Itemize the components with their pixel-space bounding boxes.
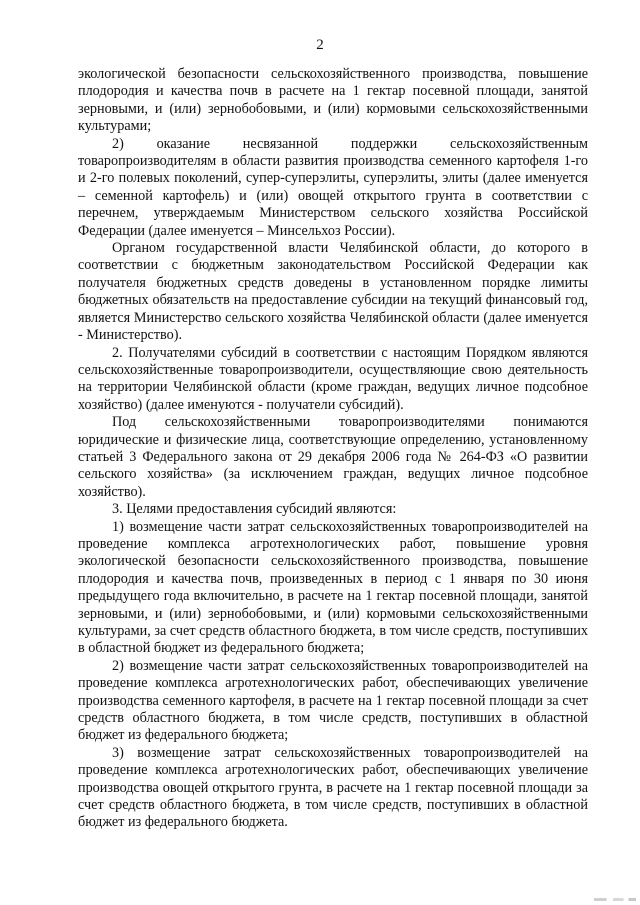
paragraph-goal-3: 3) возмещение затрат сельскохозяйственных товаропроизводителей на проведение комплекса агротехнологических работ, обеспечивающих увеличение производства овощей открытого грунта, в расчете на 1 гектар посевной площади за счет средств областного бюджета, в том числе средств, поступивших в областной бюджет из федерального бюджета.	[78, 744, 588, 831]
paragraph-state-authority: Органом государственной власти Челябинской области, до которого в соответствии с бюджетным законодательством Российской Федерации как получателя бюджетных средств доведены в установленном порядке лимиты бюджетных обязательств на предоставление субсидии на текущий финансовый год, является Министерство сельского хозяйства Челябинской области (далее именуется - Министерство).	[78, 240, 588, 344]
page-number: 2	[316, 37, 324, 53]
scan-artifact-mark	[594, 898, 636, 901]
paragraph-goal-2: 2) возмещение части затрат сельскохозяйственных товаропроизводителей на проведение комплекса агротехнологических работ, обеспечивающих увеличение производства семенного картофеля, в расчете на 1 гектар посевной площади за счет средств областного бюджета, в том числе средств, поступивших в областной бюджет из федерального бюджета;	[78, 657, 588, 744]
paragraph-continuation: экологической безопасности сельскохозяйственного производства, повышение плодородия и качества почв в расчете на 1 гектар посевной площади, занятой зерновыми, и (или) зернобобовыми, и (или) кормовыми сельскохозяйственными культурами;	[78, 66, 588, 135]
paragraph-section-3-goals: 3. Целями предоставления субсидий являются:	[112, 501, 397, 518]
paragraph-item-2-support: 2) оказание несвязанной поддержки сельскохозяйственным товаропроизводителям в области развития производства семенного картофеля 1-го и 2-го полевых поколений, супер-суперэлиты, суперэлиты, элиты (далее именуется – семенной картофель) и (или) овощей открытого грунта в соответствии с перечнем, утверждаемым Министерством сельского хозяйства Российской Федерации (далее именуется – Минсельхоз России).	[78, 135, 588, 239]
paragraph-goal-1: 1) возмещение части затрат сельскохозяйственных товаропроизводителей на проведение комплекса агротехнологических работ, повышение уровня экологической безопасности сельскохозяйственного производства, повышение плодородия и качества почв, произведенных в период с 1 января по 30 июня предыдущего года включительно, в расчете на 1 гектар посевной площади, занятой зерновыми, и (или) зернобобовыми, и (или) кормовыми сельскохозяйственными культурами, за счет средств областного бюджета, в том числе средств, поступивших в областной бюджет из федерального бюджета;	[78, 518, 588, 657]
document-body	[78, 66, 588, 832]
paragraph-producers-definition: Под сельскохозяйственными товаропроизводителями понимаются юридические и физические лица, соответствующие определению, установленному статьей 3 Федерального закона от 29 декабря 2006 года № 264-ФЗ «О развитии сельского хозяйства» (за исключением граждан, ведущих личное подсобное хозяйство).	[78, 414, 588, 500]
paragraph-section-2-recipients: 2. Получателями субсидий в соответствии с настоящим Порядком являются сельскохозяйственные товаропроизводители, осуществляющие свою деятельность на территории Челябинской области (кроме граждан, ведущих личное подсобное хозяйство) (далее именуются - получатели субсидий).	[78, 344, 588, 413]
